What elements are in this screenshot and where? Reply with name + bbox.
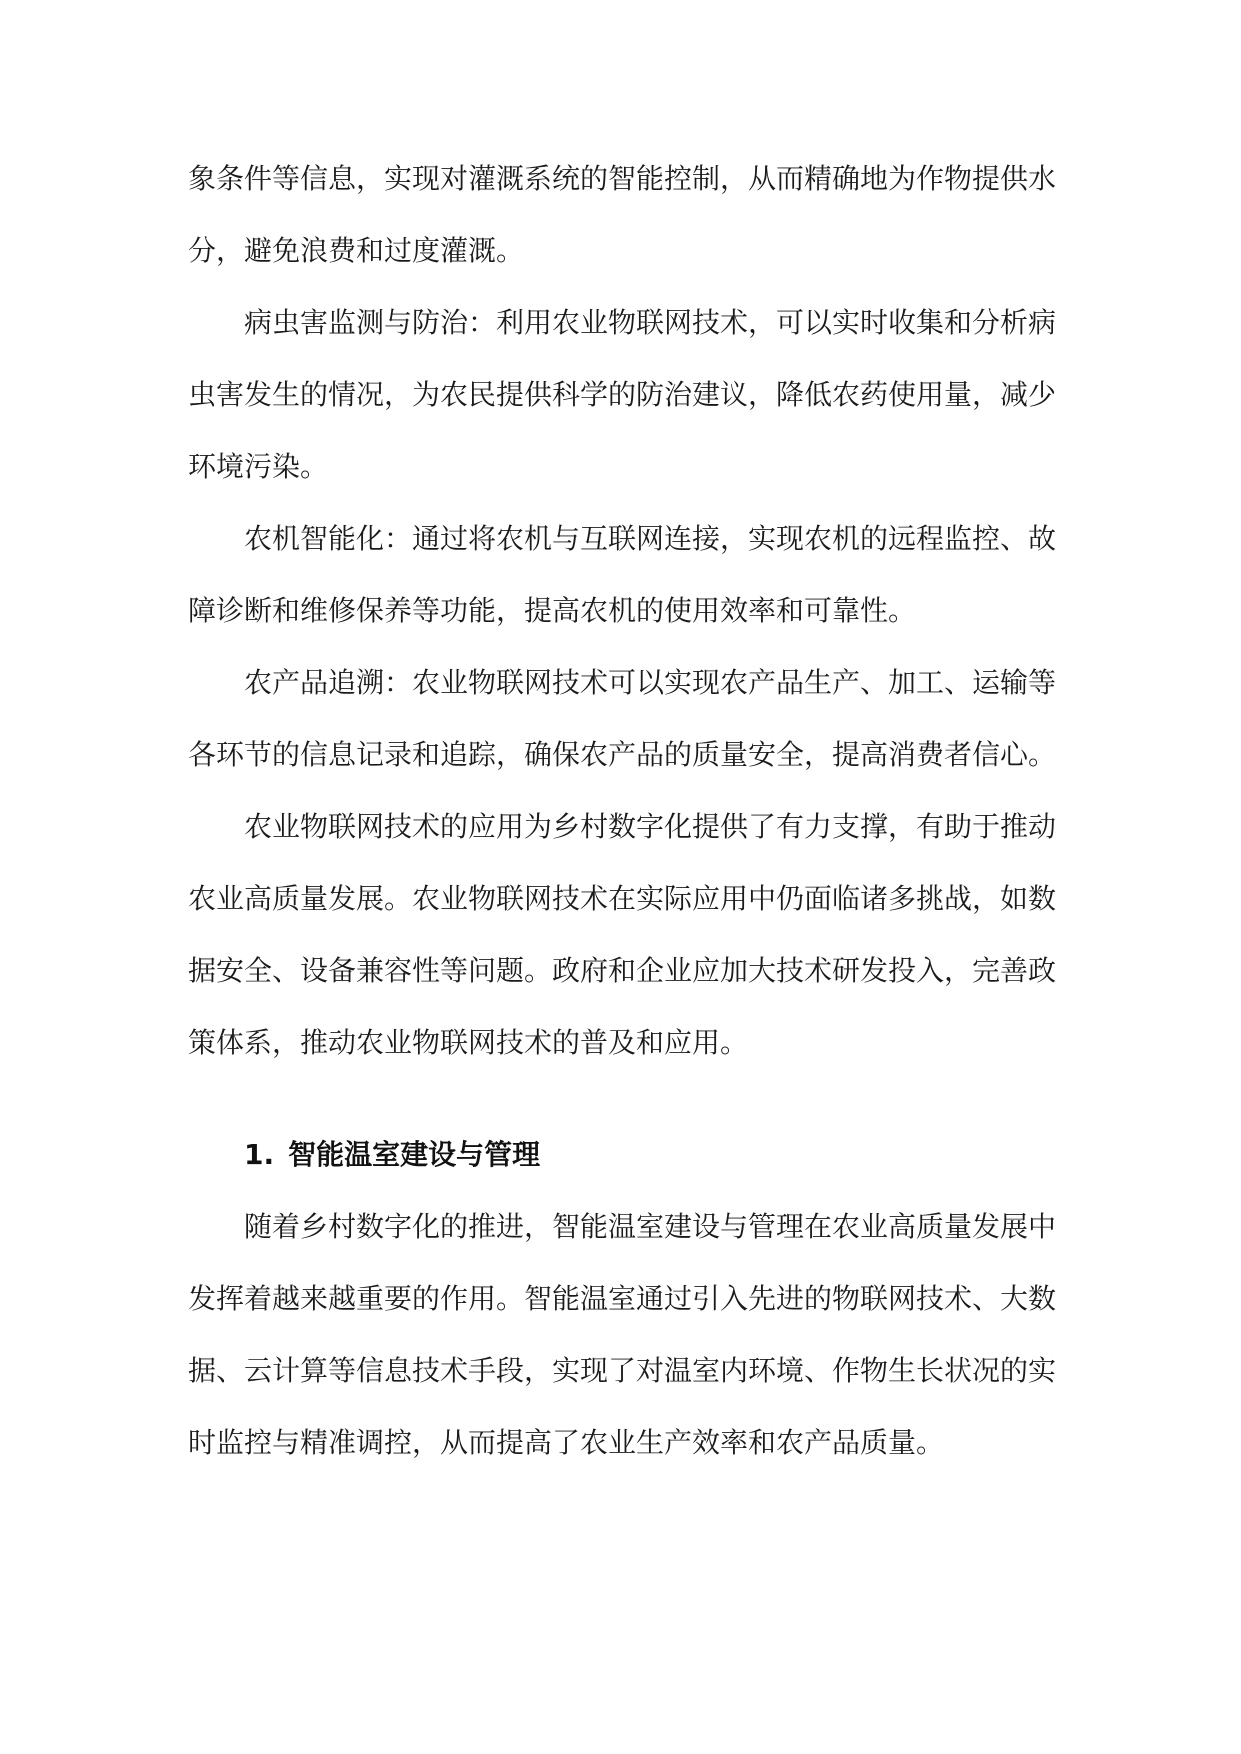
section-title: 智能温室建设与管理: [288, 1138, 541, 1171]
paragraph-pest-monitoring: 病虫害监测与防治：利用农业物联网技术，可以实时收集和分析病虫害发生的情况，为农民提供科学的防治建议，降低农药使用量，减少环境污染。: [188, 306, 1057, 483]
document-body: [188, 143, 1056, 1479]
paragraph-product-traceability: 农产品追溯：农业物联网技术可以实现农产品生产、加工、运输等各环节的信息记录和追踪，确保农产品的质量安全，提高消费者信心。: [188, 666, 1057, 771]
section-heading: [188, 1119, 1056, 1191]
paragraph-smart-greenhouse: 随着乡村数字化的推进，智能温室建设与管理在农业高质量发展中发挥着越来越重要的作用。智能温室通过引入先进的物联网技术、大数据、云计算等信息技术手段，实现了对温室内环境、作物生长状况的实时监控与精准调控，从而提高了农业生产效率和农产品质量。: [188, 1210, 1057, 1459]
section-number: 1.: [244, 1138, 275, 1171]
paragraph-irrigation-continued: 象条件等信息，实现对灌溉系统的智能控制，从而精确地为作物提供水分，避免浪费和过度灌溉。: [188, 162, 1057, 267]
paragraph-iot-summary: 农业物联网技术的应用为乡村数字化提供了有力支撑，有助于推动农业高质量发展。农业物联网技术在实际应用中仍面临诸多挑战，如数据安全、设备兼容性等问题。政府和企业应加大技术研发投入，完善政策体系，推动农业物联网技术的普及和应用。: [188, 810, 1057, 1059]
paragraph-machinery-intelligence: 农机智能化：通过将农机与互联网连接，实现农机的远程监控、故障诊断和维修保养等功能，提高农机的使用效率和可靠性。: [188, 522, 1057, 627]
